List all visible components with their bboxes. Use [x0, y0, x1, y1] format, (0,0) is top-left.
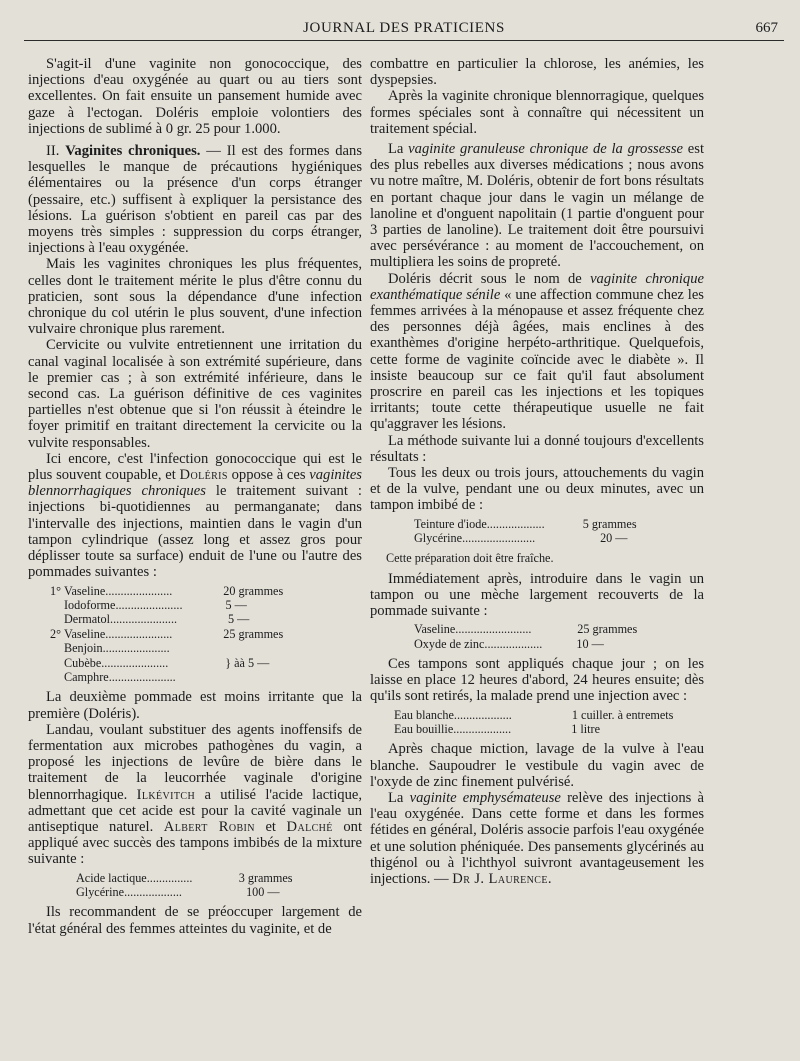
recipe-row: Camphre ......................	[64, 669, 176, 684]
section-numeral: II.	[46, 143, 60, 160]
paragraph	[28, 451, 362, 581]
recipe-row: 1° Vaseline ...................... 20 grammes	[50, 583, 284, 598]
recipe-list	[414, 622, 704, 651]
recipe-row: Dermatol ...................... 5 —	[64, 612, 250, 627]
preparation-note: Cette préparation doit être fraîche.	[386, 550, 554, 565]
recipe-row: Vaseline ......................... 25 grammes	[414, 622, 638, 637]
italic-term: vaginites blennorrhagiques chroniques	[28, 467, 362, 500]
page-number: 667	[755, 20, 778, 36]
paragraph	[370, 271, 704, 433]
paragraph: La méthode suivante lui a donné toujours d'excellents résultats :	[370, 432, 704, 465]
paragraph-text: et	[254, 818, 287, 835]
paragraph-text: Landau, voulant substituer des agents inoffensifs de fermentation aux microbes pathogènes du vagin, a proposé les injections de levûre de bière dans le traitement de la leucorrhée vaginale d'origine blennorrhagique.	[28, 721, 362, 803]
author-name: Doléris	[179, 467, 228, 484]
author-name: Albert Robin	[163, 818, 255, 835]
paragraph-text: La	[388, 789, 410, 806]
paragraph: Tous les deux ou trois jours, attouchements du vagin et de la vulve, pendant une ou deux minutes, avec un tampon imbibé de :	[370, 465, 704, 514]
paragraph	[370, 790, 704, 887]
recipe-row: Glycérine ........................ 20 —	[414, 531, 628, 546]
recipe-row: Eau blanche ................... 1 cuiller. à entremets	[394, 707, 674, 722]
recipe-row: Iodoforme ...................... 5 —	[64, 597, 247, 612]
journal-title: JOURNAL DES PRATICIENS	[303, 20, 505, 36]
paragraph: Immédiatement après, introduire dans le vagin un tampon ou une mèche largement recouverts de la pommade suivante :	[370, 570, 704, 619]
paragraph: Après la vaginite chronique blennorragique, quelques formes spéciales sont à connaître qui nécessitent un traitement spécial.	[370, 88, 704, 137]
author-name: Ilkévitch	[136, 786, 196, 803]
paragraph-text: Ici encore, c'est l'infection gonococcique qui est le plus souvent coupable, et	[28, 450, 362, 484]
recipe-list	[50, 584, 362, 685]
italic-term: vaginite emphysémateuse	[409, 789, 561, 806]
paragraph: Après chaque miction, lavage de la vulve à l'eau blanche. Saupoudrer le vestibule du vagin avec de l'oxyde de zinc finement pulvérisé.	[370, 741, 704, 790]
paragraph	[28, 722, 362, 868]
paragraph-text: — Il est des formes dans lesquelles le manque de précautions hygiéniques élémentaires ou la présence d'un corps étranger (pessaire, etc.) suffisent à expliquer la persistance des lésions. La guérison s'obtient en pareil cas par des moyens très simples : suppression du corps étranger, injections à l'eau oxygénée.	[28, 143, 362, 257]
paragraph-text: est des plus rebelles aux diverses médications ; nous avons vu notre maître, M. Doléris, obtenir de fort bons résultats en portant chaque jour dans le vagin un mélange de lanoline et d'onguent napolitain (1 partie d'onguent pour 3 parties de lanoline). Le traitement doit être poursuivi avec persévérance : au moment de l'accouchement, on multipliera les soins de propreté.	[370, 141, 705, 271]
recipe-row: Oxyde de zinc ................... 10 —	[414, 636, 604, 651]
recipe-list	[76, 871, 362, 900]
paragraph: S'agit-il d'une vaginite non gonococcique, des injections d'eau oxygénée au quart ou au tiers sont excellentes. On fait ensuite un pansement humide avec gaze à l'ectogan. Doléris emploie volontiers des injections de sublimé à 0 gr. 25 pour 1.000.	[28, 56, 362, 137]
paragraph: Ces tampons sont appliqués chaque jour ; on les laisse en place 12 heures d'abord, 24 heures ensuite; dès qu'ils sont retirés, la malade prend une injection avec :	[370, 655, 704, 705]
paragraph-text: oppose à ces	[227, 467, 310, 484]
left-column	[28, 56, 362, 937]
paragraph-text: relève des injections à l'eau oxygénée. Dans cette forme et dans les formes fétides en général, Doléris associe parfois l'eau oxygénée et une solution phéniquée. Des pansements glycérinés au thigénol ou à l'ichthyol suivront avantageusement les injections. —	[370, 789, 704, 887]
section-heading: Vaginites chroniques.	[65, 143, 201, 160]
paragraph-text: le traitement suivant : injections bi-quotidiennes au permanganate; dans l'intervalle des injections, maintien dans le vagin d'un tampon cylindrique (assez long et assez gros pour déplisser toute sa surface) enduit de l'une ou l'autre des pommades suivantes :	[28, 483, 362, 581]
recipe-row: Teinture d'iode ................... 5 grammes	[414, 516, 637, 531]
recipe-list	[394, 708, 704, 737]
paragraph-text: Doléris décrit sous le nom de	[388, 270, 591, 287]
author-name: Dalché	[286, 818, 333, 835]
paragraph: La deuxième pommade est moins irritante que la première (Doléris).	[28, 689, 362, 722]
paragraph: Ils recommandent de se préoccuper largement de l'état général des femmes atteintes du vaginite, et de	[28, 904, 362, 937]
recipe-list	[414, 517, 704, 546]
recipe-row: 2° Vaseline ...................... 25 grammes	[50, 626, 284, 641]
recipe-row: Acide lactique ............... 3 grammes	[76, 870, 293, 885]
recipe-row: Cubèbe ...................... } àà 5 —	[64, 655, 270, 670]
author-signature: Dr J. Laurence.	[452, 870, 552, 887]
italic-term: vaginite chronique exanthématique sénile	[370, 270, 704, 303]
paragraph-text: ont appliqué avec succès des tampons imbibés de la mixture suivante :	[28, 818, 363, 868]
recipe-row: Eau bouillie ................... 1 litre	[394, 721, 601, 736]
italic-term: vaginite granuleuse chronique de la grossesse	[408, 141, 684, 158]
paragraph: combattre en particulier la chlorose, les anémies, les dyspepsies.	[370, 56, 704, 89]
paragraph-text: La	[388, 141, 409, 158]
paragraph-text: « une affection commune chez les femmes arrivées à la ménopause et assez fréquente chez des personnes déjà âgées, mais enclines à des exanthèmes d'origine herpéto-arthritique. Quelquefois, cette forme de vaginite coïncide avec le diabète ». Il insiste beaucoup sur ce fait qu'il faut absolument proscrire en pareil cas les injections et les topiques irritants; toute cette thérapeutique usuelle ne fait qu'aggraver les lésions.	[370, 286, 704, 433]
paragraph	[370, 141, 704, 271]
recipe-row: Glycérine ................... 100 —	[76, 884, 280, 899]
paragraph	[28, 143, 362, 256]
paragraph: Mais les vaginites chroniques les plus fréquentes, celles dont le traitement mérite le plus d'être connu du praticien, sont sous la dépendance d'une infection chronique du col utérin le plus souvent, d'une infection vulvaire chronique plus rarement.	[28, 256, 362, 338]
recipe-row: Benjoin ......................	[64, 641, 170, 656]
page-header	[24, 16, 784, 41]
paragraph: Cervicite ou vulvite entretiennent une irritation du canal vaginal localisée à son extrémité supérieure, dans le premier cas ; à son extrémité inférieure, dans le second cas. La guérison définitive de ces vaginites partielles n'est obtenue que si l'on réussit à éteindre le foyer primitif en traitant directement la cervicite ou la vulvite responsables.	[28, 337, 362, 451]
right-column	[370, 56, 704, 887]
paragraph-text: a utilisé l'acide lactique, admettant que cet acide est pour la cavité vaginale un antiseptique naturel.	[28, 786, 362, 835]
